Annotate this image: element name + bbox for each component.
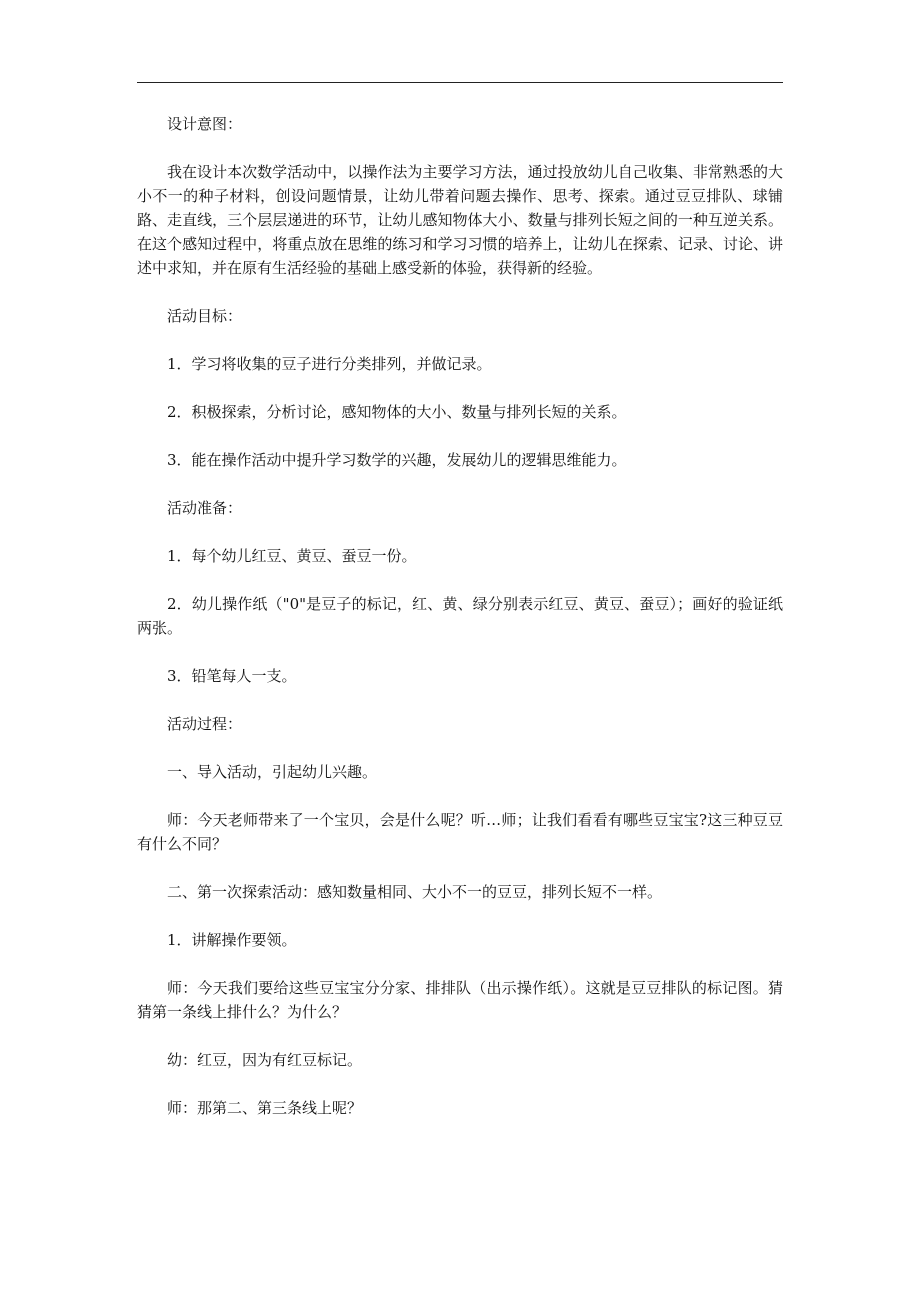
section-heading-preparation: 活动准备：: [167, 499, 243, 517]
paragraph-design-intent: 我在设计本次数学活动中，以操作法为主要学习方法，通过投放幼儿自己收集、非常熟悉的大小不一的种子材料，创设问题情景，让幼儿带着问题去操作、思考、探索。通过豆豆排队、球铺路、走直线，三个层层递进的环节，让幼儿感知物体大小、数量与排列长短之间的一种互逆关系。在这个感知过程中，将重点放在思维的练习和学习习惯的培养上，让幼儿在探索、记录、讨论、讲述中求知，并在原有生活经验的基础上感受新的体验，获得新的经验。: [137, 163, 783, 277]
goal-item-3: 3．能在操作活动中提升学习数学的兴趣，发展幼儿的逻辑思维能力。: [167, 451, 627, 469]
preparation-item-1: 1．每个幼儿红豆、黄豆、蚕豆一份。: [167, 547, 417, 565]
preparation-item-3: 3．铅笔每人一支。: [167, 667, 297, 685]
process-step-2: 二、第一次探索活动：感知数量相同、大小不一的豆豆，排列长短不一样。: [167, 883, 663, 901]
goal-item-2: 2．积极探索，分析讨论，感知物体的大小、数量与排列长短的关系。: [167, 403, 627, 421]
preparation-item-2: 2．幼儿操作纸（"0"是豆子的标记，红、黄、绿分别表示红豆、黄豆、蚕豆）；画好的验证纸两张。: [137, 595, 783, 637]
dialogue-teacher-2: 师：今天我们要给这些豆宝宝分分家、排排队（出示操作纸）。这就是豆豆排队的标记图。猜猜第一条线上排什么？为什么？: [137, 979, 783, 1021]
process-step-1: 一、导入活动，引起幼儿兴趣。: [167, 763, 378, 781]
dialogue-teacher-1: 师：今天老师带来了一个宝贝，会是什么呢？听…师；让我们看看有哪些豆宝宝?这三种豆豆有什么不同？: [137, 811, 783, 853]
dialogue-teacher-3: 师：那第二、第三条线上呢？: [167, 1099, 363, 1117]
document-body: [137, 112, 783, 1144]
sub-step-1: 1．讲解操作要领。: [167, 931, 297, 949]
header-rule: [137, 82, 783, 83]
section-heading-design-intent: 设计意图：: [167, 115, 243, 133]
dialogue-child-1: 幼：红豆，因为有红豆标记。: [167, 1051, 363, 1069]
section-heading-process: 活动过程：: [167, 715, 243, 733]
goal-item-1: 1．学习将收集的豆子进行分类排列，并做记录。: [167, 355, 492, 373]
section-heading-goals: 活动目标：: [167, 307, 243, 325]
